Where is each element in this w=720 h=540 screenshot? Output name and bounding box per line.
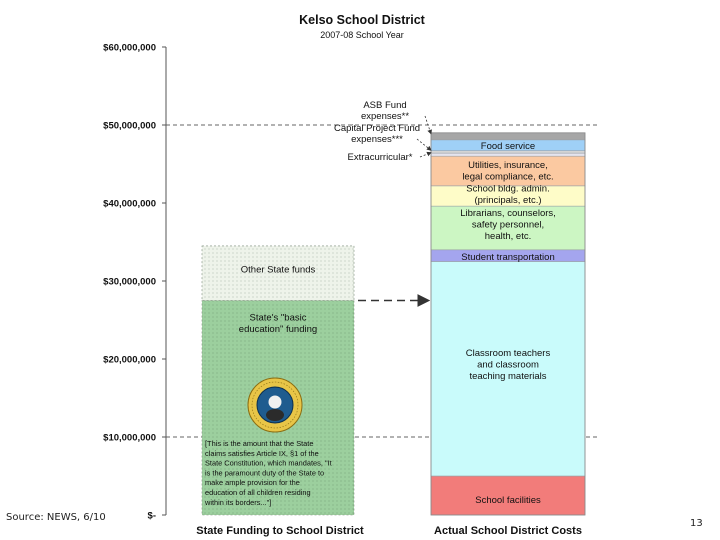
basic-funding-quote-line: is the paramount duty of the State to <box>205 468 325 478</box>
y-tick-label: $- <box>147 510 156 522</box>
segment-label: Classroom teachers <box>465 347 551 359</box>
annotation-label: expenses** <box>360 111 410 122</box>
chart-title: Kelso School District <box>299 13 425 27</box>
y-tick-label: $20,000,000 <box>103 354 156 366</box>
segment-label: teaching materials <box>469 370 547 382</box>
segment-label: and classroom <box>477 359 539 371</box>
annotation-label: Extracurricular* <box>347 152 413 163</box>
x-category-label: Actual School District Costs <box>434 525 582 537</box>
cost-bar-segment <box>431 133 585 140</box>
seal-portrait-coat <box>266 409 284 421</box>
segment-label: legal compliance, etc. <box>462 171 554 183</box>
y-tick-label: $30,000,000 <box>103 276 156 288</box>
segment-label: School facilities <box>475 495 541 506</box>
y-tick-label: $50,000,000 <box>103 120 156 132</box>
segment-label: State's "basic <box>249 312 307 324</box>
basic-funding-quote-line: make ample provision for the <box>205 478 300 488</box>
segment-label: Utilities, insurance, <box>468 159 548 171</box>
y-tick-label: $60,000,000 <box>103 42 156 54</box>
y-tick-label: $40,000,000 <box>103 198 156 210</box>
y-tick-label: $10,000,000 <box>103 432 156 444</box>
segment-label: Librarians, counselors, <box>460 207 556 219</box>
basic-funding-quote-line: claims satisfies Article IX, §1 of the <box>205 448 319 458</box>
footer-source: Source: NEWS, 6/10 <box>6 512 106 523</box>
basic-funding-quote-line: education of all children residing <box>205 488 311 497</box>
seal-portrait-head <box>269 396 282 409</box>
cost-bar-segment <box>431 153 585 156</box>
chart-subtitle: 2007-08 School Year <box>320 30 404 40</box>
segment-label: health, etc. <box>484 230 532 242</box>
annotation-arrow <box>417 139 431 150</box>
segment-label: Other State funds <box>240 264 316 276</box>
segment-label: Food service <box>480 140 536 152</box>
x-category-label: State Funding to School District <box>196 525 364 537</box>
annotation-arrow <box>420 153 431 157</box>
basic-funding-quote-line: [This is the amount that the State <box>205 439 314 448</box>
annotation-label: Capital Project Fund <box>333 123 421 134</box>
segment-label: Student transportation <box>461 252 555 264</box>
segment-label: safety personnel, <box>471 219 545 231</box>
segment-label: (principals, etc.) <box>474 195 542 207</box>
annotation-label: expenses*** <box>351 134 403 145</box>
annotation-label: ASB Fund <box>363 100 407 111</box>
page-number: 13 <box>690 518 703 529</box>
basic-funding-quote-line: State Constitution, which mandates, "It <box>205 458 332 468</box>
segment-label: education" funding <box>238 324 318 335</box>
segment-label: School bldg. admin. <box>466 183 550 195</box>
basic-funding-quote-line: within its borders..."] <box>205 497 272 507</box>
